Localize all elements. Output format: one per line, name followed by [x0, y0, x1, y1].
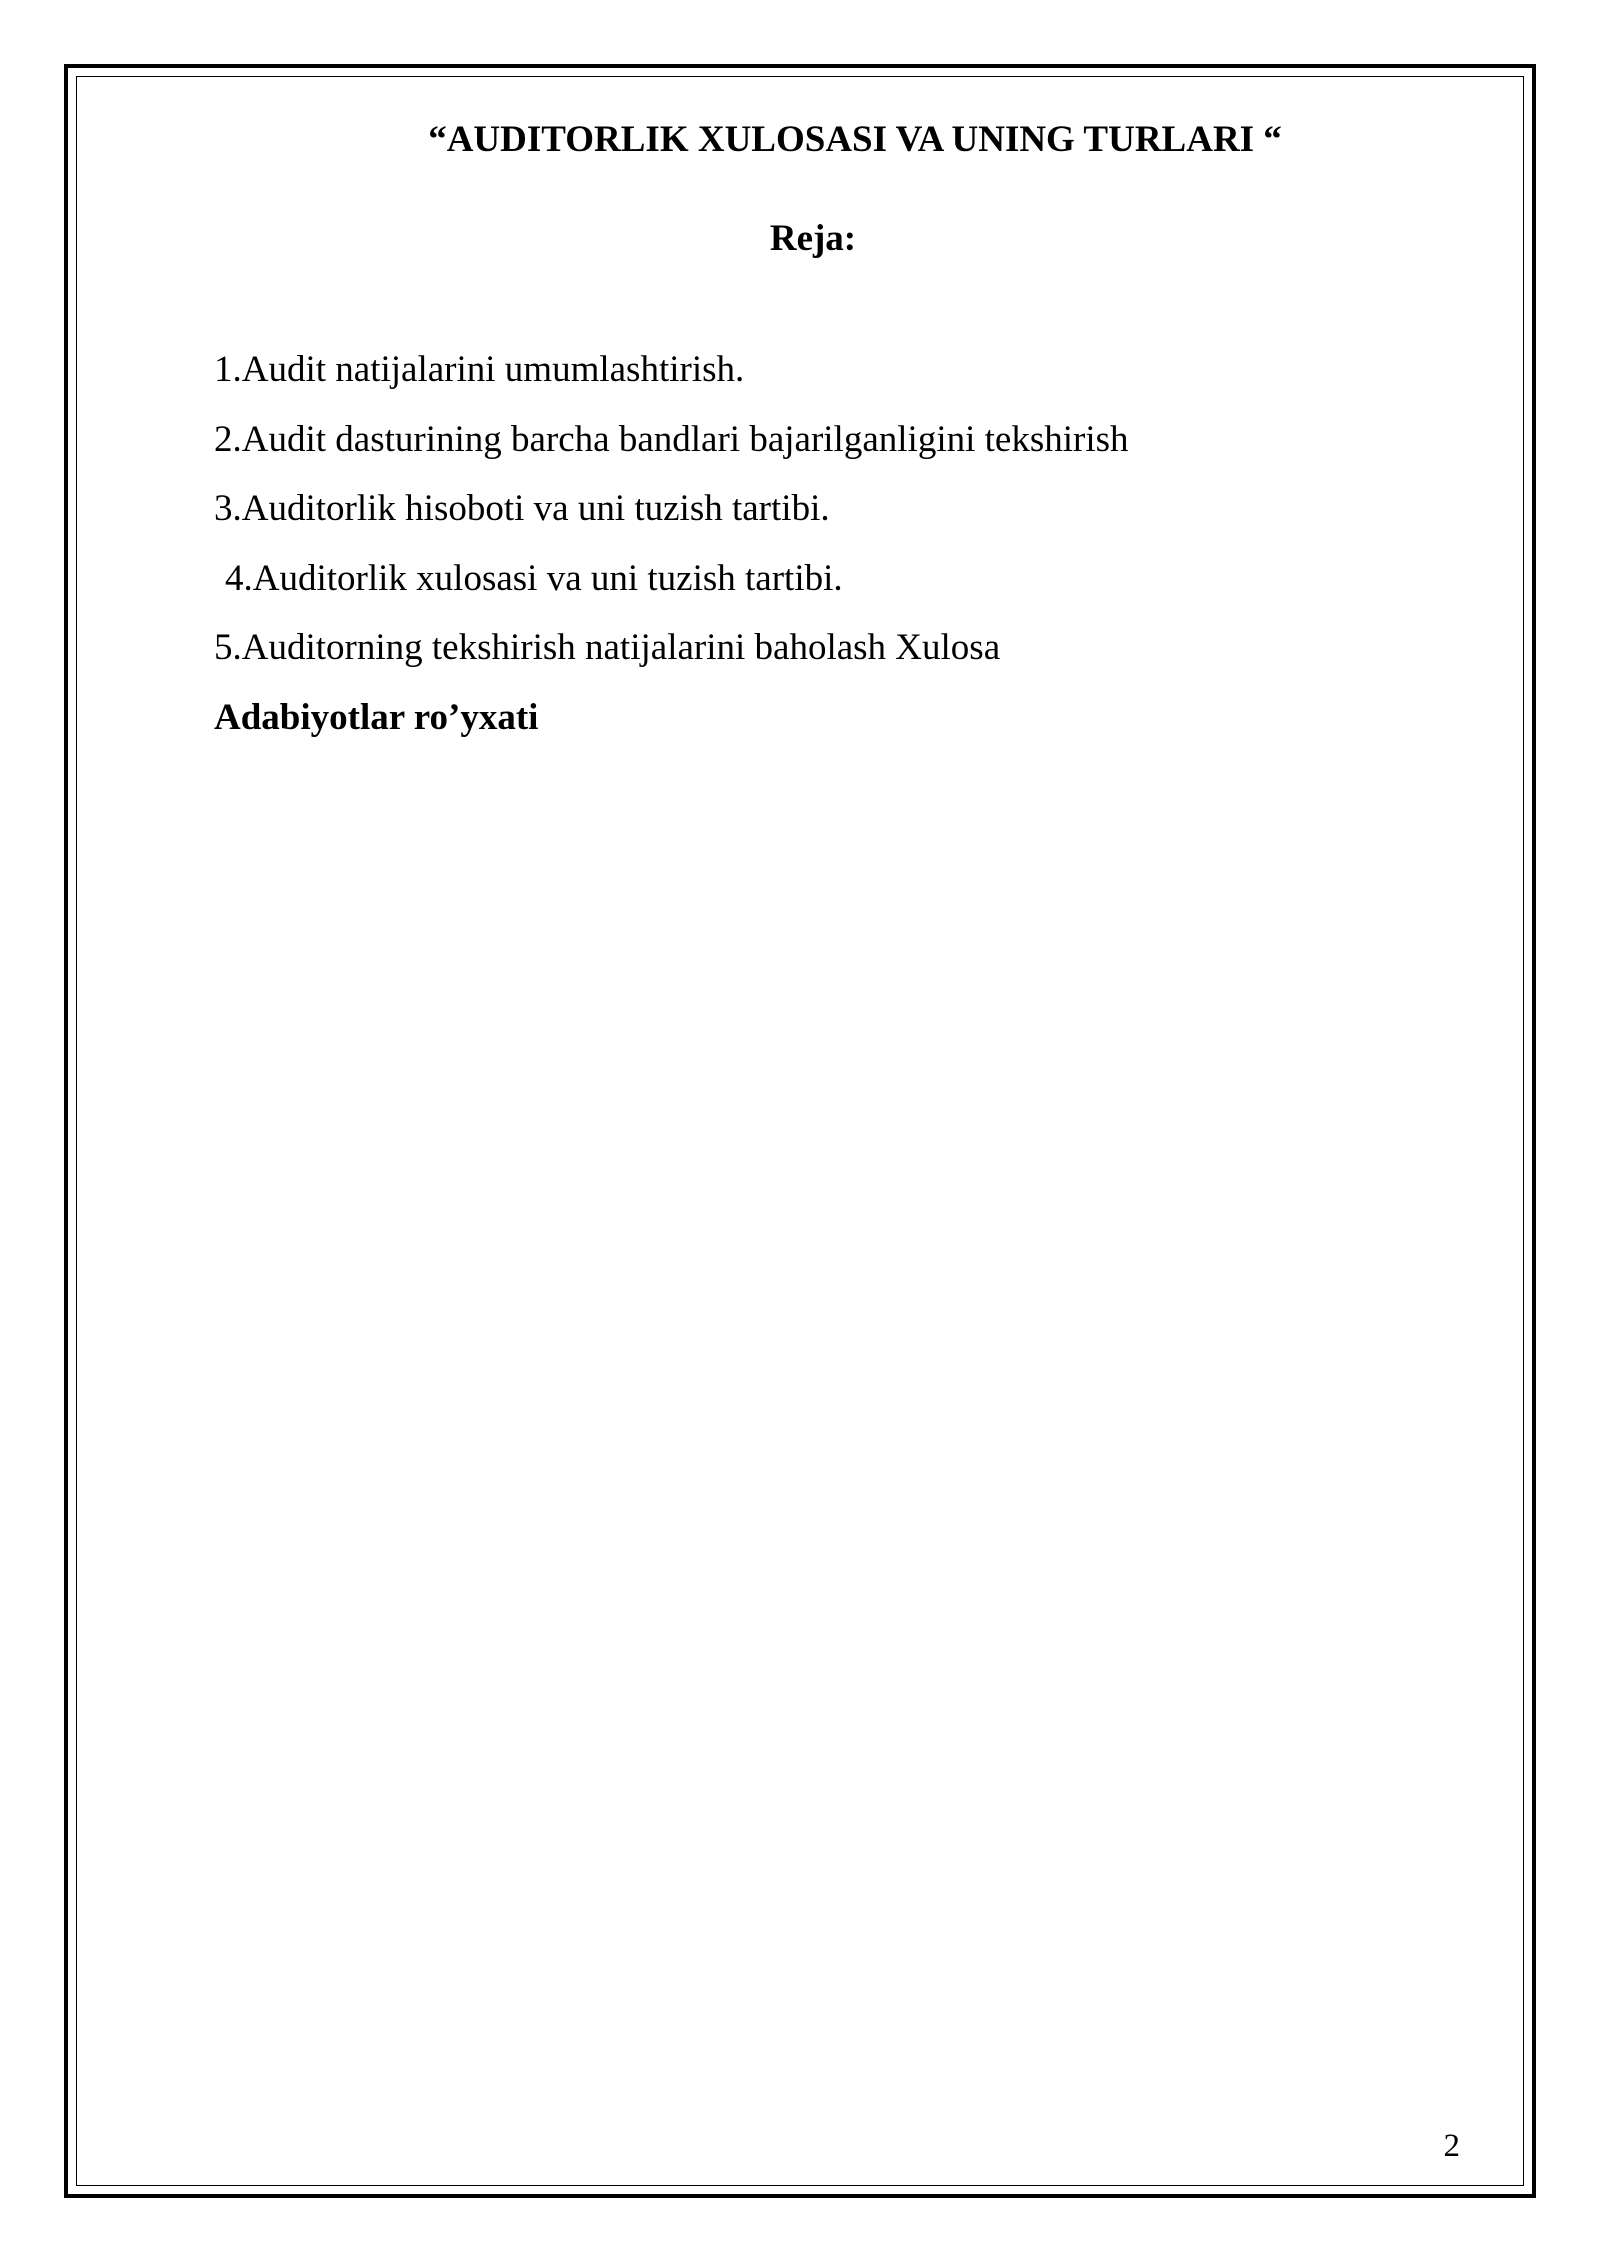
plan-item-3: 3.Auditorlik hisoboti va uni tuzish tartibi.	[214, 488, 830, 529]
literature-heading: Adabiyotlar ro’yxati	[214, 696, 539, 738]
plan-heading: Reja:	[769, 218, 857, 259]
document-title: “AUDITORLIK XULOSASI VA UNING TURLARI “	[428, 119, 1282, 160]
plan-list	[214, 344, 1464, 761]
plan-item-2: 2.Audit dasturining barcha bandlari bajarilganligini tekshirish	[214, 418, 1129, 460]
page-number: 2	[1443, 2128, 1460, 2164]
plan-item-4: 4.Auditorlik xulosasi va uni tuzish tartibi.	[225, 557, 843, 599]
plan-item-1: 1.Audit natijalarini umumlashtirish.	[214, 349, 745, 390]
plan-item-5: 5.Auditorning tekshirish natijalarini baholash Xulosa	[214, 627, 1001, 668]
